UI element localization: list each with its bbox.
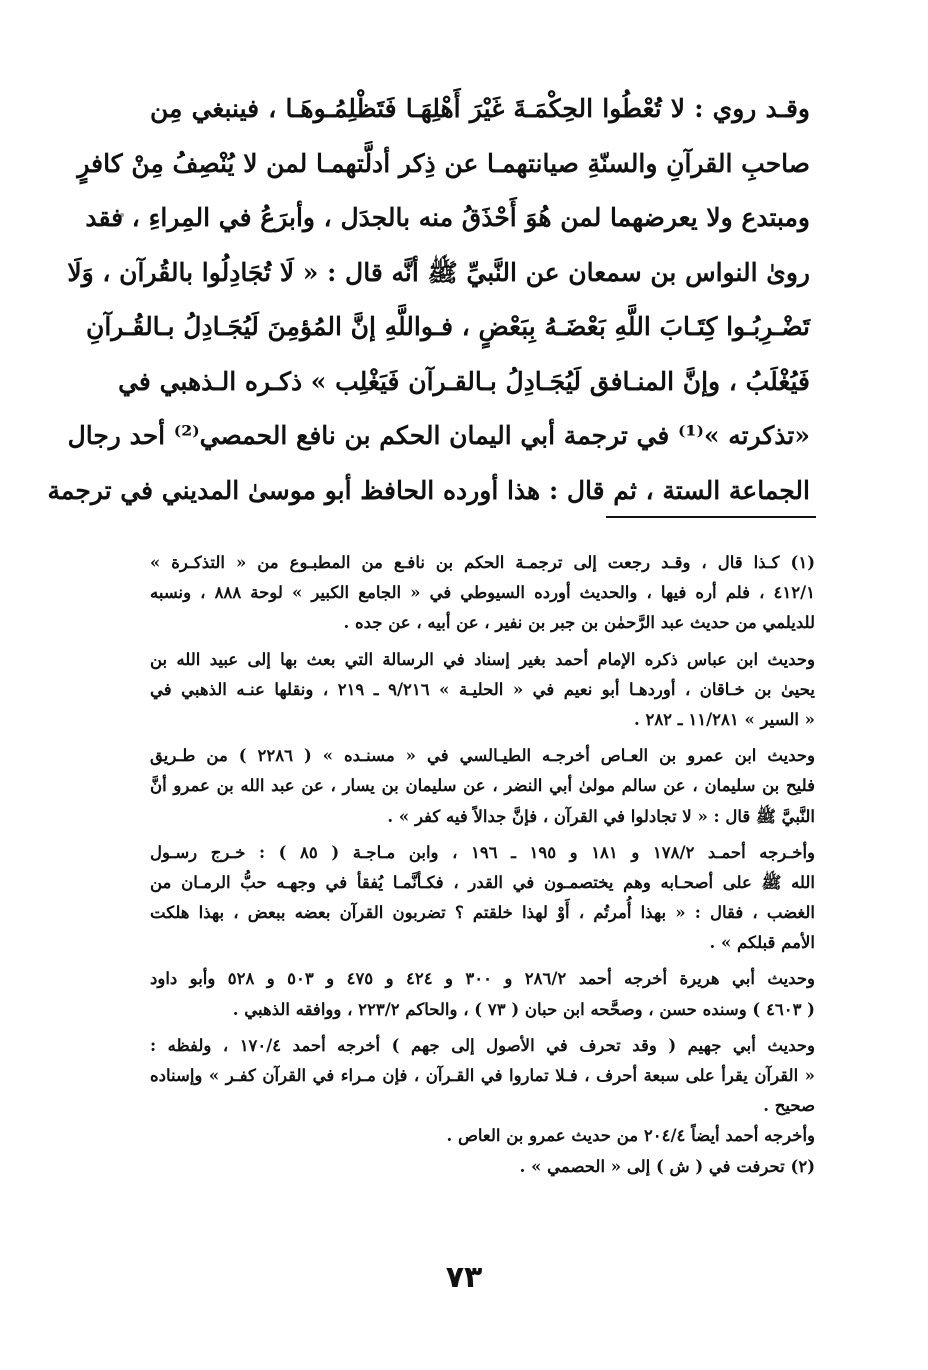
main-line: ومبتدع ولا يعرضهما لمن هُوَ أَحْذَقُ منه بالجدَل ، وأبرَعُ في المِراءِ ، فقد (85, 203, 810, 232)
page-number: ٧٣ (445, 1260, 483, 1295)
footnote-line: وأخـرجه أحمـد ١٧٨/٢ و ١٨١ و ١٩٥ ـ ١٩٦ ، وابن مـاجـة ( ٨٥ ) : خـرج رسـول (150, 842, 816, 862)
footnote-line: ٤١٢/١ ، فلم أره فيها ، والحديث أورده السيوطي في « الجامع الكبير » لوحة ٨٨٨ ، ونسبه (150, 583, 815, 603)
main-line: وقـد روي : لا تُعْطُوا الحِكْمَـةَ غَيْرَ أَهْلِهَـا فَتَظْلِمُـوهَـا ، فينبغي مِن (150, 94, 810, 123)
footnotes (150, 548, 815, 1182)
footnote-line: يحيىٰ بن خـاقان ، أوردهـا أبو نعيم في « الحليـة » ٩/٢١٦ ـ ٢١٩ ، ونقلها عنـه الذهبي في (150, 679, 815, 699)
footnote-paragraph (150, 548, 815, 639)
footnote-line: الله ﷺ على أصحـابه وهم يختصمـون في القدر ، فكـأنَّمـا يُفقأ في وجهـه حبُّ الرمـان من (150, 872, 815, 892)
footnote-paragraph (150, 964, 815, 1024)
footnote-line: وحديث ابن عباس ذكره الإمام أحمد بغير إسناد في الرسالة التي بعث بها إلى عبيد الله بن (150, 649, 815, 669)
footnote-line: وحديث أبي جهيم ( وقد تحرف في الأصول إلى جهم ) أخرجه أحمد ١٧٠/٤ ، ولفظه : (150, 1035, 815, 1055)
main-text (47, 82, 810, 518)
footnote-line: وحديث أبي هريرة أخرجه أحمد ٢٨٦/٢ و ٣٠٠ و ٤٢٤ و ٤٧٥ و ٥٠٣ و ٥٢٨ وأبو داود (150, 969, 815, 989)
footnote-line: (١) كـذا قال ، وقـد رجعت إلى ترجمـة الحكم بن نافـع من المطبـوع من « التذكـرة » (150, 553, 815, 572)
footnote-separator (606, 516, 816, 518)
footnote-line: الغضب ، فقال : « بهذا أُمرتُم ، أَوْ لهذا خلقتم ؟ تضربون القرآن بعضه ببعض ، بهذا هلكت (150, 903, 815, 923)
footnote-line: « السير » ١١/٢٨١ ـ ٢٨٢ . (633, 709, 815, 729)
footnote-paragraph (150, 645, 815, 736)
footnote-line: صحيح . (763, 1096, 815, 1116)
footnote-paragraph (150, 838, 815, 959)
footnote-line: النَّبيَّ ﷺ قال : « لا تجادلوا في القرآن ، فإنَّ جدالاً فيه كفر » . (387, 806, 815, 826)
footnote-line: للديلمي من حديث عبد الرَّحمٰن بن جبر بن نفير ، عن أبيه ، عن جده . (343, 613, 815, 633)
main-line: فَيُغْلَبُ ، وإنَّ المنـافق لَيُجَـادِلُ بـالقـرآن فَيَغْلِب » ذكـره الـذهبي في (118, 366, 810, 396)
main-line: روىٰ النواس بن سمعان عن النَّبيِّ ﷺ أنَّه قال : « لَا تُجَادِلُوا بالقُرآن ، وَلَا (67, 257, 810, 287)
footnote-paragraph (150, 1121, 815, 1151)
footnote-line: وأخرجه أحمد أيضاً ٢٠٤/٤ من حديث عمرو بن العاص . (446, 1126, 815, 1146)
footnote-paragraph (150, 1031, 815, 1122)
footnote-line: وحديث ابن عمرو بن العـاص أخرجـه الطيـالسي في « مسنـده » ( ٢٢٨٦ ) من طـريق (150, 746, 815, 766)
main-line: الجماعة الستة ، ثم قال : هذا أورده الحافظ أبو موسىٰ المديني في ترجمة (47, 475, 810, 505)
main-line: «تذكرته »⁽¹⁾ في ترجمة أبي اليمان الحكم بن نافع الحمصي⁽²⁾ أحد رجال (67, 421, 810, 450)
footnote-line: (٢) تحرفت في ( ش ) إلى « الحصمي » . (519, 1156, 815, 1176)
footnote-paragraph (150, 1152, 815, 1182)
footnote-paragraph (150, 741, 815, 832)
main-line: تَضْـرِبُـوا كِتَـابَ اللَّهِ بَعْضَـهُ بِبَعْضٍ ، فـواللَّهِ إنَّ المُؤمِنَ لَيُجَـادِلُ بـالقُـرآنِ (86, 312, 810, 341)
main-line: صاحبِ القرآنِ والسنّةِ صيانتهمـا عن ذِكر أدلَّتهمـا لمن لا يُنْصِفُ مِنْ كافرٍ (77, 148, 810, 178)
footnote-line: « القرآن يقرأ على سبعة أحرف ، فـلا تماروا في القـرآن ، فإن مـراء في القرآن كفـر » وإسناده (150, 1066, 815, 1085)
footnote-line: ( ٤٦٠٣ ) وسنده حسن ، وصحَّحه ابن حبان ( ٧٣ ) ، والحاكم ٢٢٣/٢ ، ووافقه الذهبي . (232, 999, 815, 1019)
footnote-line: فليح بن سليمان ، عن سالم مولىٰ أبي النضر ، عن سليمان بن يسار ، عن عبد الله بن عمرو أنَّ (150, 776, 815, 796)
footnote-line: الأمم قبلكم » . (709, 933, 815, 953)
